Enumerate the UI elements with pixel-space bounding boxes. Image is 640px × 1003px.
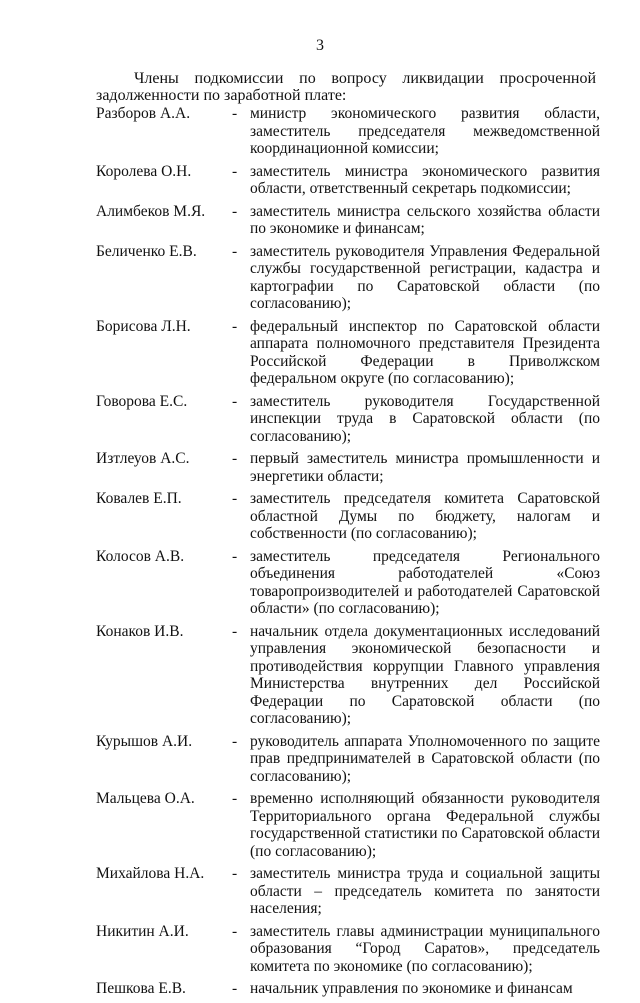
member-dash: - (232, 490, 238, 507)
member-dash: - (232, 317, 238, 335)
member-row (96, 393, 600, 446)
member-row (96, 490, 600, 543)
member-position: заместитель руководителя Государственной инспекции труда в Саратовской области (по согласованию); (250, 392, 600, 445)
member-row (96, 548, 600, 618)
member-name: Беличенко Е.В. (96, 242, 197, 260)
member-name: Ковалев Е.П. (96, 490, 182, 507)
member-row (96, 623, 600, 728)
member-dash: - (232, 105, 238, 122)
member-name: Курышов А.И. (96, 732, 193, 750)
member-row (96, 980, 600, 998)
members-list (96, 105, 600, 1003)
member-row (96, 105, 600, 158)
member-name: Изтлеуов А.С. (96, 450, 190, 467)
member-dash: - (232, 865, 238, 882)
member-name: Конаков И.В. (96, 622, 184, 640)
page-number: 3 (316, 37, 324, 54)
member-position: заместитель главы администрации муниципального образования “Город Саратов», председатель комитета по экономике (по согласованию); (250, 922, 600, 975)
member-position: первый заместитель министра промышленности и энергетики области; (250, 450, 600, 485)
member-position: министр экономического развития области, заместитель председателя межведомственной координационной комиссии; (250, 105, 600, 157)
member-dash: - (232, 922, 238, 940)
member-row (96, 790, 600, 860)
member-position: заместитель министра экономического развития области, ответственный секретарь подкомиссии; (250, 162, 600, 197)
member-position: заместитель председателя комитета Саратовской областной Думы по бюджету, налогам и собственности (по согласованию); (250, 490, 600, 542)
member-name: Борисова Л.Н. (96, 317, 191, 335)
member-name: Алимбеков М.Я. (96, 202, 206, 220)
member-dash: - (232, 980, 238, 997)
member-name: Колосов А.В. (96, 547, 185, 565)
member-name: Пешкова Е.В. (96, 980, 186, 997)
member-position: федеральный инспектор по Саратовской области аппарата полномочного представителя Президента Российской Федерации в Приволжском федеральном округе (по согласованию); (250, 317, 600, 387)
member-name: Королева О.Н. (96, 162, 192, 180)
member-row (96, 318, 600, 388)
member-dash: - (232, 242, 238, 260)
member-row (96, 163, 600, 198)
member-position: заместитель министра сельского хозяйства области по экономике и финансам; (250, 202, 600, 237)
member-row (96, 243, 600, 313)
member-dash: - (232, 790, 238, 807)
intro-paragraph: Члены подкомиссии по вопросу ликвидации просроченной задолженности по заработной плате: (96, 70, 596, 104)
member-row (96, 450, 600, 485)
member-position: руководитель аппарата Уполномоченного по защите прав предпринимателей в Саратовской области (по согласованию); (250, 732, 600, 785)
member-position: временно исполняющий обязанности руководителя Территориального органа Федеральной службы государственной статистики по Саратовской области (по согласованию); (250, 790, 600, 860)
member-row (96, 865, 600, 918)
member-position: заместитель руководителя Управления Федеральной службы государственной регистрации, кадастра и картографии по Саратовской области (по согласованию); (250, 242, 600, 312)
member-name: Говорова Е.С. (96, 392, 188, 410)
member-row (96, 923, 600, 976)
member-name: Разборов А.А. (96, 105, 191, 122)
member-dash: - (232, 547, 238, 565)
member-position: заместитель председателя Регионального объединения работодателей «Союз товаропроизводителей и работодателей Саратовской области» (по согласованию); (250, 547, 600, 617)
member-dash: - (232, 450, 238, 467)
member-row (96, 203, 600, 238)
member-position: начальник отдела документационных исследований управления экономической безопасности и противодействия коррупции Главного управления Министерства внутренних дел Российской Федерации по Саратовской области (по согласованию); (250, 622, 600, 727)
member-dash: - (232, 392, 238, 410)
member-row (96, 733, 600, 786)
member-position: заместитель министра труда и социальной защиты области – председатель комитета по занятости населения; (250, 865, 600, 917)
member-position: начальник управления по экономике и финансам (250, 980, 573, 997)
member-name: Мальцева О.А. (96, 790, 195, 807)
member-dash: - (232, 162, 238, 180)
member-dash: - (232, 622, 238, 640)
member-dash: - (232, 202, 238, 220)
member-name: Никитин А.И. (96, 922, 189, 940)
member-name: Михайлова Н.А. (96, 865, 205, 882)
member-dash: - (232, 732, 238, 750)
